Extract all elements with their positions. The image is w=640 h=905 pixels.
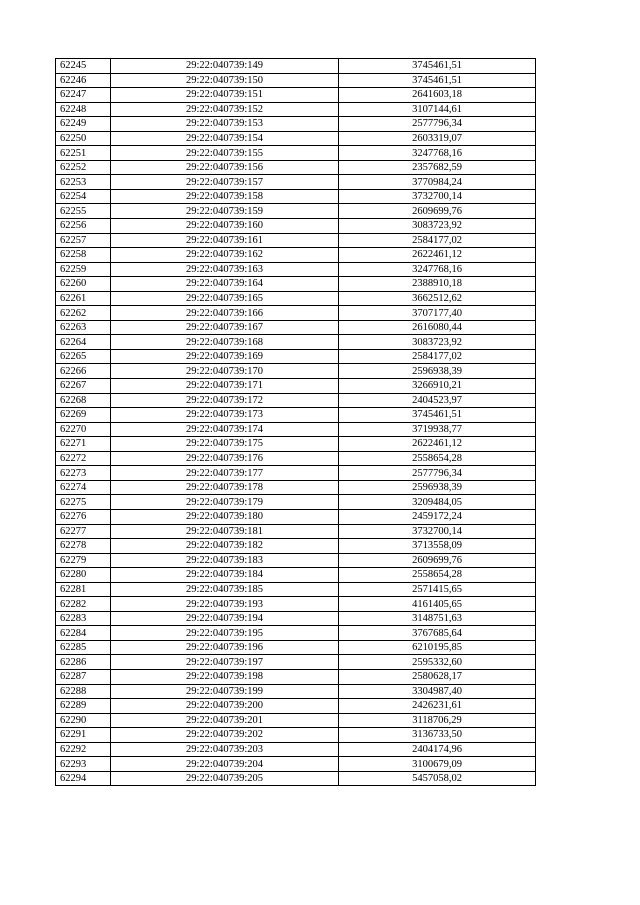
row-number-cell: 62261 bbox=[56, 291, 111, 306]
row-number-cell: 62270 bbox=[56, 422, 111, 437]
table-row bbox=[56, 393, 536, 408]
row-number-cell: 62263 bbox=[56, 320, 111, 335]
cadastral-number-cell: 29:22:040739:160 bbox=[111, 219, 339, 234]
cadastral-number-cell: 29:22:040739:202 bbox=[111, 728, 339, 743]
cadastral-value-cell: 2577796,34 bbox=[339, 117, 536, 132]
cadastral-number-cell: 29:22:040739:167 bbox=[111, 320, 339, 335]
cadastral-number-cell: 29:22:040739:153 bbox=[111, 117, 339, 132]
row-number-cell: 62252 bbox=[56, 160, 111, 175]
table-row bbox=[56, 131, 536, 146]
cadastral-value-cell: 3100679,09 bbox=[339, 757, 536, 772]
cadastral-value-cell: 3107144,61 bbox=[339, 102, 536, 117]
cadastral-value-cell: 2584177,02 bbox=[339, 233, 536, 248]
row-number-cell: 62271 bbox=[56, 437, 111, 452]
cadastral-number-cell: 29:22:040739:205 bbox=[111, 771, 339, 786]
cadastral-value-cell: 3719938,77 bbox=[339, 422, 536, 437]
table-row bbox=[56, 684, 536, 699]
row-number-cell: 62258 bbox=[56, 248, 111, 263]
table-row bbox=[56, 597, 536, 612]
cadastral-number-cell: 29:22:040739:171 bbox=[111, 379, 339, 394]
cadastral-value-cell: 2571415,65 bbox=[339, 582, 536, 597]
table-row bbox=[56, 539, 536, 554]
cadastral-value-cell: 2603319,07 bbox=[339, 131, 536, 146]
row-number-cell: 62273 bbox=[56, 466, 111, 481]
cadastral-number-cell: 29:22:040739:195 bbox=[111, 626, 339, 641]
cadastral-number-cell: 29:22:040739:198 bbox=[111, 669, 339, 684]
cadastral-value-cell: 2641603,18 bbox=[339, 88, 536, 103]
cadastral-number-cell: 29:22:040739:156 bbox=[111, 160, 339, 175]
cadastral-value-cell: 2577796,34 bbox=[339, 466, 536, 481]
cadastral-value-cell: 2558654,28 bbox=[339, 451, 536, 466]
cadastral-value-cell: 3083723,92 bbox=[339, 335, 536, 350]
cadastral-value-cell: 2596938,39 bbox=[339, 480, 536, 495]
cadastral-number-cell: 29:22:040739:201 bbox=[111, 713, 339, 728]
cadastral-number-cell: 29:22:040739:166 bbox=[111, 306, 339, 321]
cadastral-value-table bbox=[55, 58, 536, 786]
table-row bbox=[56, 669, 536, 684]
cadastral-number-cell: 29:22:040739:151 bbox=[111, 88, 339, 103]
table-row bbox=[56, 451, 536, 466]
cadastral-number-cell: 29:22:040739:182 bbox=[111, 539, 339, 554]
row-number-cell: 62247 bbox=[56, 88, 111, 103]
cadastral-number-cell: 29:22:040739:152 bbox=[111, 102, 339, 117]
row-number-cell: 62274 bbox=[56, 480, 111, 495]
cadastral-value-cell: 3745461,51 bbox=[339, 408, 536, 423]
row-number-cell: 62251 bbox=[56, 146, 111, 161]
row-number-cell: 62276 bbox=[56, 509, 111, 524]
table-row bbox=[56, 408, 536, 423]
row-number-cell: 62280 bbox=[56, 568, 111, 583]
table-row bbox=[56, 335, 536, 350]
table-row bbox=[56, 379, 536, 394]
row-number-cell: 62278 bbox=[56, 539, 111, 554]
row-number-cell: 62254 bbox=[56, 189, 111, 204]
cadastral-number-cell: 29:22:040739:203 bbox=[111, 742, 339, 757]
cadastral-value-cell: 2616080,44 bbox=[339, 320, 536, 335]
row-number-cell: 62268 bbox=[56, 393, 111, 408]
cadastral-value-cell: 2404523,97 bbox=[339, 393, 536, 408]
row-number-cell: 62289 bbox=[56, 699, 111, 714]
cadastral-value-cell: 2426231,61 bbox=[339, 699, 536, 714]
cadastral-value-cell: 3732700,14 bbox=[339, 189, 536, 204]
row-number-cell: 62255 bbox=[56, 204, 111, 219]
table-row bbox=[56, 306, 536, 321]
row-number-cell: 62287 bbox=[56, 669, 111, 684]
cadastral-value-cell: 5457058,02 bbox=[339, 771, 536, 786]
row-number-cell: 62282 bbox=[56, 597, 111, 612]
cadastral-value-cell: 3136733,50 bbox=[339, 728, 536, 743]
cadastral-value-cell: 3247768,16 bbox=[339, 146, 536, 161]
row-number-cell: 62260 bbox=[56, 277, 111, 292]
row-number-cell: 62283 bbox=[56, 611, 111, 626]
row-number-cell: 62275 bbox=[56, 495, 111, 510]
row-number-cell: 62259 bbox=[56, 262, 111, 277]
row-number-cell: 62291 bbox=[56, 728, 111, 743]
cadastral-number-cell: 29:22:040739:200 bbox=[111, 699, 339, 714]
table-row bbox=[56, 509, 536, 524]
cadastral-number-cell: 29:22:040739:149 bbox=[111, 59, 339, 74]
row-number-cell: 62265 bbox=[56, 349, 111, 364]
cadastral-value-cell: 3247768,16 bbox=[339, 262, 536, 277]
cadastral-number-cell: 29:22:040739:194 bbox=[111, 611, 339, 626]
table-row bbox=[56, 175, 536, 190]
cadastral-number-cell: 29:22:040739:196 bbox=[111, 640, 339, 655]
table-row bbox=[56, 553, 536, 568]
cadastral-number-cell: 29:22:040739:170 bbox=[111, 364, 339, 379]
table-row bbox=[56, 88, 536, 103]
cadastral-value-cell: 3745461,51 bbox=[339, 73, 536, 88]
cadastral-number-cell: 29:22:040739:154 bbox=[111, 131, 339, 146]
table-row bbox=[56, 320, 536, 335]
cadastral-value-cell: 3662512,62 bbox=[339, 291, 536, 306]
row-number-cell: 62285 bbox=[56, 640, 111, 655]
row-number-cell: 62277 bbox=[56, 524, 111, 539]
cadastral-value-cell: 2609699,76 bbox=[339, 204, 536, 219]
table-body bbox=[56, 59, 536, 786]
table-row bbox=[56, 102, 536, 117]
cadastral-number-cell: 29:22:040739:169 bbox=[111, 349, 339, 364]
table-row bbox=[56, 146, 536, 161]
table-row bbox=[56, 699, 536, 714]
cadastral-value-cell: 2357682,59 bbox=[339, 160, 536, 175]
row-number-cell: 62288 bbox=[56, 684, 111, 699]
cadastral-number-cell: 29:22:040739:197 bbox=[111, 655, 339, 670]
table-row bbox=[56, 582, 536, 597]
row-number-cell: 62267 bbox=[56, 379, 111, 394]
row-number-cell: 62246 bbox=[56, 73, 111, 88]
row-number-cell: 62264 bbox=[56, 335, 111, 350]
cadastral-value-cell: 4161405,65 bbox=[339, 597, 536, 612]
cadastral-number-cell: 29:22:040739:181 bbox=[111, 524, 339, 539]
table-row bbox=[56, 466, 536, 481]
cadastral-value-cell: 2622461,12 bbox=[339, 437, 536, 452]
table-row bbox=[56, 291, 536, 306]
row-number-cell: 62245 bbox=[56, 59, 111, 74]
cadastral-value-cell: 2558654,28 bbox=[339, 568, 536, 583]
cadastral-number-cell: 29:22:040739:193 bbox=[111, 597, 339, 612]
table-row bbox=[56, 160, 536, 175]
cadastral-number-cell: 29:22:040739:179 bbox=[111, 495, 339, 510]
table-row bbox=[56, 248, 536, 263]
cadastral-number-cell: 29:22:040739:161 bbox=[111, 233, 339, 248]
row-number-cell: 62294 bbox=[56, 771, 111, 786]
row-number-cell: 62292 bbox=[56, 742, 111, 757]
cadastral-number-cell: 29:22:040739:184 bbox=[111, 568, 339, 583]
cadastral-number-cell: 29:22:040739:185 bbox=[111, 582, 339, 597]
table-row bbox=[56, 117, 536, 132]
row-number-cell: 62286 bbox=[56, 655, 111, 670]
cadastral-number-cell: 29:22:040739:173 bbox=[111, 408, 339, 423]
row-number-cell: 62281 bbox=[56, 582, 111, 597]
cadastral-value-cell: 3732700,14 bbox=[339, 524, 536, 539]
row-number-cell: 62248 bbox=[56, 102, 111, 117]
cadastral-number-cell: 29:22:040739:176 bbox=[111, 451, 339, 466]
cadastral-value-cell: 3767685,64 bbox=[339, 626, 536, 641]
table-row bbox=[56, 262, 536, 277]
row-number-cell: 62262 bbox=[56, 306, 111, 321]
table-row bbox=[56, 626, 536, 641]
table-row bbox=[56, 364, 536, 379]
table-row bbox=[56, 189, 536, 204]
cadastral-number-cell: 29:22:040739:165 bbox=[111, 291, 339, 306]
table-row bbox=[56, 728, 536, 743]
table-row bbox=[56, 233, 536, 248]
cadastral-number-cell: 29:22:040739:158 bbox=[111, 189, 339, 204]
cadastral-value-cell: 3770984,24 bbox=[339, 175, 536, 190]
table-row bbox=[56, 757, 536, 772]
row-number-cell: 62272 bbox=[56, 451, 111, 466]
cadastral-value-cell: 3209484,05 bbox=[339, 495, 536, 510]
table-row bbox=[56, 437, 536, 452]
table-row bbox=[56, 640, 536, 655]
table-row bbox=[56, 349, 536, 364]
table-row bbox=[56, 73, 536, 88]
row-number-cell: 62290 bbox=[56, 713, 111, 728]
row-number-cell: 62257 bbox=[56, 233, 111, 248]
table-row bbox=[56, 524, 536, 539]
table-row bbox=[56, 568, 536, 583]
row-number-cell: 62256 bbox=[56, 219, 111, 234]
table-row bbox=[56, 219, 536, 234]
cadastral-value-cell: 3745461,51 bbox=[339, 59, 536, 74]
cadastral-value-cell: 3118706,29 bbox=[339, 713, 536, 728]
cadastral-number-cell: 29:22:040739:199 bbox=[111, 684, 339, 699]
row-number-cell: 62249 bbox=[56, 117, 111, 132]
cadastral-value-cell: 2595332,60 bbox=[339, 655, 536, 670]
row-number-cell: 62269 bbox=[56, 408, 111, 423]
cadastral-number-cell: 29:22:040739:183 bbox=[111, 553, 339, 568]
row-number-cell: 62293 bbox=[56, 757, 111, 772]
cadastral-value-cell: 3148751,63 bbox=[339, 611, 536, 626]
row-number-cell: 62279 bbox=[56, 553, 111, 568]
row-number-cell: 62253 bbox=[56, 175, 111, 190]
cadastral-value-cell: 2388910,18 bbox=[339, 277, 536, 292]
cadastral-value-cell: 2459172,24 bbox=[339, 509, 536, 524]
cadastral-value-cell: 3707177,40 bbox=[339, 306, 536, 321]
cadastral-number-cell: 29:22:040739:168 bbox=[111, 335, 339, 350]
cadastral-number-cell: 29:22:040739:163 bbox=[111, 262, 339, 277]
cadastral-number-cell: 29:22:040739:174 bbox=[111, 422, 339, 437]
cadastral-value-cell: 2596938,39 bbox=[339, 364, 536, 379]
row-number-cell: 62266 bbox=[56, 364, 111, 379]
cadastral-value-cell: 2622461,12 bbox=[339, 248, 536, 263]
table-row bbox=[56, 611, 536, 626]
cadastral-number-cell: 29:22:040739:178 bbox=[111, 480, 339, 495]
cadastral-value-cell: 2580628,17 bbox=[339, 669, 536, 684]
cadastral-value-cell: 2584177,02 bbox=[339, 349, 536, 364]
cadastral-value-cell: 2404174,96 bbox=[339, 742, 536, 757]
table-row bbox=[56, 495, 536, 510]
table-row bbox=[56, 713, 536, 728]
cadastral-number-cell: 29:22:040739:164 bbox=[111, 277, 339, 292]
table-row bbox=[56, 771, 536, 786]
cadastral-number-cell: 29:22:040739:159 bbox=[111, 204, 339, 219]
cadastral-number-cell: 29:22:040739:155 bbox=[111, 146, 339, 161]
row-number-cell: 62250 bbox=[56, 131, 111, 146]
cadastral-value-cell: 6210195,85 bbox=[339, 640, 536, 655]
table-row bbox=[56, 59, 536, 74]
cadastral-number-cell: 29:22:040739:175 bbox=[111, 437, 339, 452]
cadastral-number-cell: 29:22:040739:172 bbox=[111, 393, 339, 408]
cadastral-value-cell: 3266910,21 bbox=[339, 379, 536, 394]
cadastral-number-cell: 29:22:040739:177 bbox=[111, 466, 339, 481]
cadastral-number-cell: 29:22:040739:150 bbox=[111, 73, 339, 88]
cadastral-number-cell: 29:22:040739:180 bbox=[111, 509, 339, 524]
table-row bbox=[56, 277, 536, 292]
row-number-cell: 62284 bbox=[56, 626, 111, 641]
cadastral-number-cell: 29:22:040739:204 bbox=[111, 757, 339, 772]
table-row bbox=[56, 204, 536, 219]
cadastral-value-cell: 3304987,40 bbox=[339, 684, 536, 699]
table-row bbox=[56, 480, 536, 495]
cadastral-value-cell: 3083723,92 bbox=[339, 219, 536, 234]
cadastral-number-cell: 29:22:040739:157 bbox=[111, 175, 339, 190]
table-row bbox=[56, 422, 536, 437]
table-row bbox=[56, 742, 536, 757]
cadastral-value-cell: 2609699,76 bbox=[339, 553, 536, 568]
cadastral-value-cell: 3713558,09 bbox=[339, 539, 536, 554]
cadastral-number-cell: 29:22:040739:162 bbox=[111, 248, 339, 263]
table-row bbox=[56, 655, 536, 670]
